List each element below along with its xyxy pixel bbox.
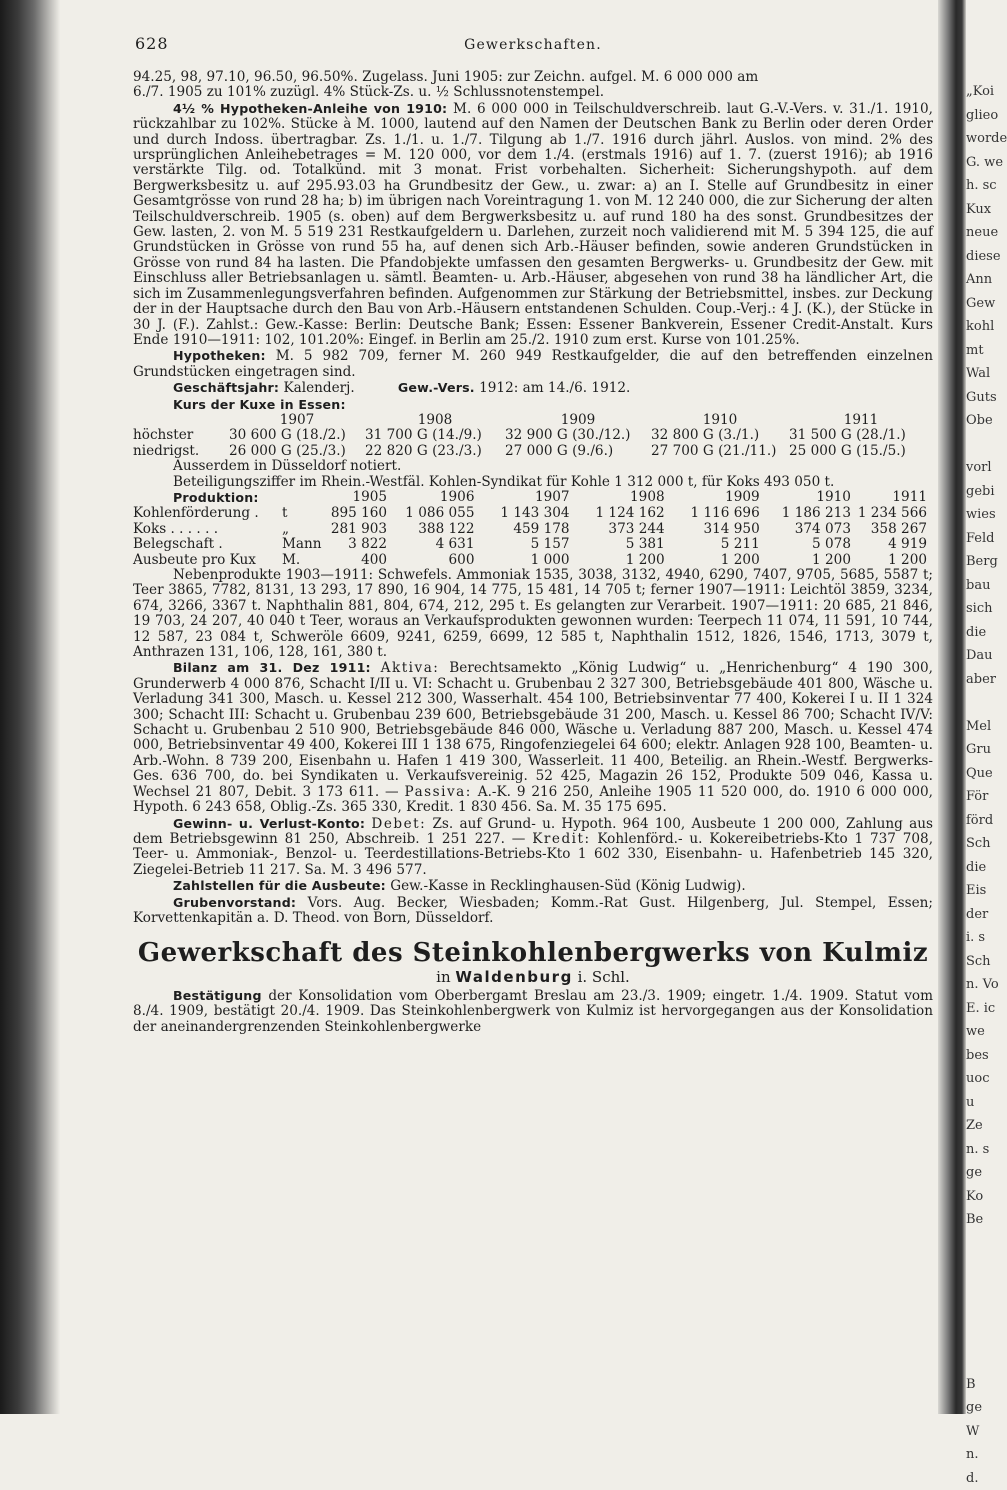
value-gew-vers: 1912: am 14./6. 1912.	[479, 380, 630, 396]
kurs-cell: 31 700 G (14./9.)	[365, 428, 505, 443]
produktion-cell: 358 267	[857, 522, 933, 537]
kurs-heading-line	[133, 397, 933, 413]
produktion-cell: 373 244	[576, 522, 671, 537]
produktion-row-ausbeute	[133, 553, 933, 568]
produktion-cell: 1 116 696	[671, 506, 766, 521]
kurs-row-label: niedrigst.	[133, 444, 229, 459]
section-title-kulmiz: Gewerkschaft des Steinkohlenbergwerks von Kulmiz	[133, 938, 933, 968]
kurs-cell: 32 800 G (3./1.)	[651, 428, 789, 443]
margin-fragment: aber	[966, 668, 1000, 692]
page-header	[133, 30, 933, 70]
margin-fragment: vorl	[966, 456, 1000, 480]
kurs-cell: 31 500 G (28./1.)	[789, 428, 933, 443]
margin-fragment: n. Vo	[966, 973, 1000, 997]
margin-fragment: kohl	[966, 315, 1000, 339]
produktion-unit-blank	[282, 490, 322, 506]
margin-fragment: B	[966, 1373, 1000, 1397]
kurs-cell: 26 000 G (25./3.)	[229, 444, 365, 459]
margin-fragment: bes	[966, 1044, 1000, 1068]
margin-fragment	[966, 1255, 1000, 1279]
text-hypotheken: M. 5 982 709, ferner M. 260 949 Restkaufgelder, die auf den betreffenden einzelnen Grundstücken eingetragen sind.	[133, 348, 933, 379]
produktion-cell: 1 200	[576, 553, 671, 568]
paragraph-hypotheken-anleihe	[133, 101, 933, 349]
produktion-row-unit: M.	[282, 553, 322, 568]
produktion-row-unit: „	[282, 522, 322, 537]
produktion-year: 1911	[857, 490, 933, 506]
margin-fragment: neue	[966, 221, 1000, 245]
produktion-cell: 1 086 055	[393, 506, 480, 521]
margin-fragment: Wal	[966, 362, 1000, 386]
margin-fragment: mt	[966, 339, 1000, 363]
kurs-cell: 27 700 G (21./11.)	[651, 444, 789, 459]
margin-fragment: Dau	[966, 644, 1000, 668]
kurs-cell: 32 900 G (30./12.)	[505, 428, 651, 443]
text-grubenvorstand: Vors. Aug. Becker, Wiesbaden; Komm.-Rat Gust. Hilgenberg, Jul. Stempel, Essen; Korvettenkapitän a. D. Theod. von Born, Düsseldorf.	[133, 895, 933, 926]
label-grubenvorstand: Grubenvorstand:	[173, 895, 296, 910]
kurs-year-row	[133, 413, 933, 428]
produktion-cell: 388 122	[393, 522, 480, 537]
text-kredit: Kohlenförd.- u. Kokereibetriebs-Kto 1 737 708, Teer- u. Ammoniak-, Benzol- u. Teerdestillations-Betriebs-Kto 1 602 330, Eisenbahn- u. Hafenbetrieb 145 320, Ziegelei-Betrieb 11 217. Sa. M. 3 496 577.	[133, 831, 933, 878]
page-number: 628	[135, 36, 169, 51]
produktion-row-label: Belegschaft .	[133, 537, 282, 552]
margin-fragment: Ko	[966, 1185, 1000, 1209]
margin-fragment	[966, 691, 1000, 715]
margin-fragment: der	[966, 903, 1000, 927]
produktion-row-unit: t	[282, 506, 322, 521]
produktion-cell: 1 200	[671, 553, 766, 568]
produktion-year: 1908	[576, 490, 671, 506]
produktion-cell: 1 143 304	[480, 506, 575, 521]
subtitle-region: i. Schl.	[578, 968, 630, 986]
subtitle-city: Waldenburg	[455, 968, 572, 986]
margin-fragment: Mel	[966, 715, 1000, 739]
value-geschaeftsjahr: Kalenderj.	[283, 380, 354, 396]
margin-fragment: Feld	[966, 527, 1000, 551]
scan-left-edge-shadow	[0, 0, 60, 1414]
kurs-table	[133, 413, 933, 459]
subtitle-in: in	[436, 968, 450, 986]
text-bestaetigung: der Konsolidation vom Oberbergamt Breslau am 23./3. 1909; eingetr. 1./4. 1909. Statut vom 8./4. 1909, bestätigt 20./4. 1909. Das Steinkohlenbergwerk von Kulmiz ist hervorgegangen aus der Konsolidation der aneinandergrenzenden Steinkohlenbergwerke	[133, 988, 933, 1035]
kurs-cell: 27 000 G (9./6.)	[505, 444, 651, 459]
produktion-cell: 459 178	[480, 522, 575, 537]
produktion-cell: 4 919	[857, 537, 933, 552]
produktion-cell: 1 200	[766, 553, 857, 568]
margin-fragment: Que	[966, 762, 1000, 786]
margin-fragment: n.	[966, 1443, 1000, 1467]
margin-fragment: ge	[966, 1161, 1000, 1185]
opening-line-2: 6./7. 1905 zu 101% zuzügl. 4% Stück-Zs. u. ½ Schlussnotenstempel.	[133, 85, 933, 100]
produktion-cell: 1 000	[480, 553, 575, 568]
text-zahlstellen: Gew.-Kasse in Recklinghausen-Süd (König Ludwig).	[390, 878, 745, 894]
margin-fragment: Ze	[966, 1114, 1000, 1138]
margin-fragment: we	[966, 1020, 1000, 1044]
produktion-year: 1910	[766, 490, 857, 506]
paragraph-bestaetigung	[133, 988, 933, 1035]
label-hypotheken-anleihe: 4½ % Hypotheken-Anleihe von 1910:	[173, 101, 447, 116]
paragraph-nebenprodukte: Nebenprodukte 1903—1911: Schwefels. Ammoniak 1535, 3038, 3132, 4940, 6290, 7407, 9705, 5685, 5587 t; Teer 3865, 7782, 8131, 13 293, 17 890, 16 904, 14 775, 15 481, 14 705 t; ferner 1907—1911: Leichtöl 3859, 3234, 674, 3266, 3367 t. Naphthalin 881, 804, 674, 212, 295 t. Es gelangten zur Verarbeit. 1907—1911: 20 685, 21 846, 19 703, 24 207, 40 040 t Teer, woraus an Verkaufsprodukten gewonnen wurden: Teerpech 11 074, 11 591, 10 744, 12 587, 23 084 t, Schweröle 6609, 9241, 6259, 6699, 12 585 t, Naphthalin 1512, 1826, 1546, 1713, 3079 t, Anthrazen 131, 106, 128, 161, 380 t.	[133, 568, 933, 660]
produktion-year: 1907	[480, 490, 575, 506]
paragraph-zahlstellen	[133, 878, 933, 894]
produktion-label-cell	[133, 490, 282, 506]
label-gewinn-verlust: Gewinn- u. Verlust-Konto:	[173, 816, 365, 831]
produktion-year: 1906	[393, 490, 480, 506]
kurs-year: 1909	[505, 413, 651, 428]
margin-fragment	[966, 1279, 1000, 1303]
produktion-cell: 4 631	[393, 537, 480, 552]
text-debet: Zs. auf Grund- u. Hypoth. 964 100, Ausbeute 1 200 000, Zahlung aus dem Betriebsgewinn 81 250, Abschreib. 1 251 227. —	[133, 816, 933, 847]
margin-fragment: Be	[966, 1208, 1000, 1232]
label-bilanz: Bilanz am 31. Dez 1911:	[173, 660, 371, 675]
kurs-row-hoechster	[133, 428, 933, 443]
label-aktiva: Aktiva:	[381, 660, 440, 676]
kurs-heading: Kurs der Kuxe in Essen:	[173, 397, 346, 412]
paragraph-hypotheken	[133, 348, 933, 380]
produktion-year: 1905	[321, 490, 393, 506]
margin-fragment: Obe	[966, 409, 1000, 433]
margin-fragment: gebi	[966, 480, 1000, 504]
margin-fragment: förd	[966, 809, 1000, 833]
running-title: Gewerkschaften.	[133, 38, 933, 53]
document-page	[133, 30, 933, 1035]
produktion-cell: 1 124 162	[576, 506, 671, 521]
kurs-cell: 30 600 G (18./2.)	[229, 428, 365, 443]
margin-fragment: G. we	[966, 151, 1000, 175]
margin-fragment: sich	[966, 597, 1000, 621]
margin-fragment: Berg	[966, 550, 1000, 574]
produktion-row-label: Koks . . . . . .	[133, 522, 282, 537]
margin-fragment	[966, 1302, 1000, 1326]
produktion-cell: 400	[321, 553, 393, 568]
label-passiva: Passiva:	[405, 784, 472, 800]
margin-fragment	[966, 433, 1000, 457]
margin-fragment	[966, 1326, 1000, 1350]
produktion-cell: 374 073	[766, 522, 857, 537]
label-gew-vers: Gew.-Vers.	[398, 380, 475, 395]
margin-fragment: uoc	[966, 1067, 1000, 1091]
margin-fragment: h. sc	[966, 174, 1000, 198]
paragraph-gewinn-verlust	[133, 816, 933, 879]
margin-fragment: Guts	[966, 386, 1000, 410]
margin-fragment: W	[966, 1420, 1000, 1444]
kurs-row-niedrigst	[133, 444, 933, 459]
margin-fragment: För	[966, 785, 1000, 809]
produktion-cell: 5 211	[671, 537, 766, 552]
produktion-cell: 314 950	[671, 522, 766, 537]
kurs-row-label: höchster	[133, 428, 229, 443]
margin-fragment: Sch	[966, 950, 1000, 974]
produktion-cell: 3 822	[321, 537, 393, 552]
margin-fragment: Ann	[966, 268, 1000, 292]
produktion-cell: 895 160	[321, 506, 393, 521]
margin-fragment: „Koi	[966, 80, 1000, 104]
produktion-row-label: Kohlenförderung .	[133, 506, 282, 521]
produktion-row-koks	[133, 522, 933, 537]
kurs-year: 1907	[229, 413, 365, 428]
margin-fragment: ge	[966, 1396, 1000, 1420]
produktion-cell: 600	[393, 553, 480, 568]
kurs-year-blank	[133, 413, 229, 428]
produktion-row-kohle	[133, 506, 933, 521]
produktion-cell: 281 903	[321, 522, 393, 537]
margin-fragment: bau	[966, 574, 1000, 598]
margin-fragment: E. ic	[966, 997, 1000, 1021]
margin-fragment: die	[966, 856, 1000, 880]
produktion-row-unit: Mann	[282, 537, 322, 552]
margin-fragment	[966, 1232, 1000, 1256]
margin-fragment: Eis	[966, 879, 1000, 903]
margin-fragment: glieo	[966, 104, 1000, 128]
text-aktiva: Berechtsamekto „König Ludwig“ u. „Henrichenburg“ 4 190 300, Grunderwerb 4 000 876, Schacht I/II u. VI: Schacht u. Grubenbau 2 327 300, Betriebsgebäude 401 800, Wäsche u. Verladung 341 300, Masch. u. Kessel 212 300, Wasserhalt. 454 100, Betriebsinventar 77 400, Kokerei I u. II 1 324 300; Schacht III: Schacht u. Grubenbau 239 600, Betriebsgebäude 31 200, Masch. u. Kessel 86 700; Schacht IV/V: Schacht u. Grubenbau 2 510 900, Betriebsgebäude 846 000, Wäsche u. Verladung 887 200, Masch. u. Kessel 474 000, Betriebsinventar 49 400, Kokerei III 1 138 675, Ringofenziegelei 64 600; elektr. Anlagen 928 100, Beamten- u. Arb.-Wohn. 8 739 200, Eisenbahn u. Hafen 1 419 300, Wasserleit. 11 400, Beteilig. an Rhein.-Westf. Bergwerks-Ges. 636 700, do. bei Syndikaten u. Verkaufsvereinig. 52 425, Magazin 26 152, Produkte 509 046, Kassa u. Wechsel 21 807, Debit. 3 173 611.	[133, 660, 933, 799]
kurs-cell: 22 820 G (23./3.)	[365, 444, 505, 459]
margin-fragment: i. s	[966, 926, 1000, 950]
margin-fragment: Kux	[966, 198, 1000, 222]
paragraph-geschaeftsjahr	[133, 380, 933, 396]
produktion-label: Produktion:	[173, 490, 259, 505]
margin-fragment: Sch	[966, 832, 1000, 856]
margin-fragment: Gew	[966, 292, 1000, 316]
margin-fragment: die	[966, 621, 1000, 645]
opening-line-1: 94.25, 98, 97.10, 96.50, 96.50%. Zugelass. Juni 1905: zur Zeichn. aufgel. M. 6 000 000 am	[133, 70, 933, 85]
section-subtitle	[133, 970, 933, 985]
label-zahlstellen: Zahlstellen für die Ausbeute:	[173, 878, 386, 893]
produktion-year-row	[133, 490, 933, 506]
margin-fragment: Gru	[966, 738, 1000, 762]
paragraph-grubenvorstand	[133, 895, 933, 927]
produktion-row-belegschaft	[133, 537, 933, 552]
margin-fragment	[966, 1349, 1000, 1373]
produktion-year: 1909	[671, 490, 766, 506]
text-passiva: A.-K. 9 216 250, Anleihe 1905 11 520 000, do. 1910 6 000 000, Hypoth. 6 243 658, Oblig.-Zs. 365 330, Kredit. 1 830 456. Sa. M. 35 175 695.	[133, 784, 933, 815]
produktion-cell: 5 078	[766, 537, 857, 552]
kurs-year: 1910	[651, 413, 789, 428]
margin-fragment: d.	[966, 1467, 1000, 1490]
produktion-cell: 1 186 213	[766, 506, 857, 521]
kurs-year: 1908	[365, 413, 505, 428]
label-debet: Debet:	[371, 816, 426, 832]
label-bestaetigung: Bestätigung	[173, 988, 262, 1003]
kurs-note: Ausserdem in Düsseldorf notiert.	[133, 459, 933, 474]
produktion-cell: 5 381	[576, 537, 671, 552]
produktion-row-label: Ausbeute pro Kux	[133, 553, 282, 568]
produktion-table	[133, 490, 933, 568]
margin-fragment: wies	[966, 503, 1000, 527]
kurs-year: 1911	[789, 413, 933, 428]
scan-gutter-shadow	[938, 0, 966, 1414]
produktion-cell: 1 234 566	[857, 506, 933, 521]
produktion-cell: 5 157	[480, 537, 575, 552]
label-hypotheken: Hypotheken:	[173, 348, 266, 363]
margin-fragment: diese	[966, 245, 1000, 269]
kurs-cell: 25 000 G (15./5.)	[789, 444, 933, 459]
paragraph-bilanz: Bilanz am 31. Dez 1911: Aktiva: Berechtsamekto „König Ludwig“ u. „Henrichenburg“ 4 190 300, Grunderwerb 4 000 876, Schacht I/II u. VI: Schacht u. Grubenbau 2 327 300, Betriebsgebäude 401 800, Wäsche u. Verladung 341 300, Masch. u. Kessel 212 300, Wasserhalt. 454 100, Betriebsinventar 77 400, Kokerei I u. II 1 324 300; Schacht III: Schacht u. Grubenbau 239 600, Betriebsgebäude 31 200, Masch. u. Kessel 86 700; Schacht IV/V: Schacht u. Grubenbau 2 510 900, Betriebsgebäude 846 000, Wäsche u. Verladung 887 200, Masch. u. Kessel 474 000, Betriebsinventar 49 400, Kokerei III 1 138 675, Ringofenziegelei 64 600; elektr. Anlagen 928 100, Beamten- u. Arb.-Wohn. 8 739 200, Eisenbahn u. Hafen 1 419 300, Wasserleit. 11 400, Beteilig. an Rhein.-Westf. Bergwerks-Ges. 636 700, do. bei Syndikaten u. Verkaufsvereinig. 52 425, Magazin 26 152, Produkte 509 046, Kassa u. Wechsel 21 807, Debit. 3 173 611. — Passiva: A.-K. 9 216 250, Anleihe 1905 11 520 000, do. 1910 6 000 000, Hypoth. 6 243 658, Oblig.-Zs. 365 330, Kredit. 1 830 456. Sa. M. 35 175 695.	[133, 660, 933, 815]
margin-fragment: worde	[966, 127, 1000, 151]
paragraph-beteiligung: Beteiligungsziffer im Rhein.-Westfäl. Kohlen-Syndikat für Kohle 1 312 000 t, für Koks 493 050 t.	[133, 475, 933, 490]
produktion-cell: 1 200	[857, 553, 933, 568]
label-kredit: Kredit:	[532, 831, 590, 847]
margin-fragment: u	[966, 1091, 1000, 1115]
adjacent-page-fragments	[966, 80, 1000, 1414]
margin-fragment: n. s	[966, 1138, 1000, 1162]
text-hypotheken-anleihe: M. 6 000 000 in Teilschuldverschreib. laut G.-V.-Vers. v. 31./1. 1910, rückzahlbar zu 102%. Stücke à M. 1000, lautend auf den Namen der Deutschen Bank zu Berlin oder deren Order und durch Indoss. übertragbar. Zs. 1./1. u. 1./7. Tilgung ab 1./7. 1916 durch jährl. Auslos. von mind. 2% des ursprünglichen Anleihebetrages = M. 120 000, vor dem 1./4. (erstmals 1916) auf 1. 7. (zuerst 1916); ab 1916 verstärkte Tilg. od. Totalkünd. mit 3 monat. Frist vorbehalten. Sicherheit: Sicherungshypoth. auf dem Bergwerksbesitz u. auf 295.93.03 ha Grundbesitz der Gew., u. zwar: a) an I. Stelle auf Grundbesitz in einer Gesamtgrösse von rund 28 ha; b) im übrigen nach Voreintragung 1. von M. 12 240 000, die zur Sicherung der alten Teilschuldverschreib. 1905 (s. oben) auf dem Bergwerksbesitz u. auf rund 180 ha des sonst. Grundbesitzes der Gew. lasten, 2. von M. 5 519 231 Restkaufgeldern u. Darlehen, zurzeit noch validierend mit M. 5 394 125, die auf Grundstücken in Grösse von rund 55 ha, auf denen sich Arb.-Häuser befinden, sowie anderen Grundstücken in Grösse von rund 84 ha lasten. Die Pfandobjekte umfassen den gesamten Bergwerks- u. Grundbesitz der Gew. mit Einschluss aller Betriebsanlagen u. sämtl. Beamten- u. Arb.-Häuser, abgesehen von rund 38 ha ländlicher Art, die sich im Zusammenlegungsverfahren befinden. Aufgenommen zur Stärkung der Betriebsmittel, insbes. zur Deckung der in der Hauptsache durch den Bau von Arb.-Häusern entstandenen Schulden. Coup.-Verj.: 4 J. (K.), der Stücke in 30 J. (F.). Zahlst.: Gew.-Kasse: Berlin: Deutsche Bank; Essen: Essener Bankverein, Essener Credit-Anstalt. Kurs Ende 1910—1911: 102, 101.20%: Eingef. in Berlin am 25./2. 1910 zum erst. Kurse von 101.25%.	[133, 101, 933, 348]
label-geschaeftsjahr: Geschäftsjahr:	[173, 380, 279, 395]
